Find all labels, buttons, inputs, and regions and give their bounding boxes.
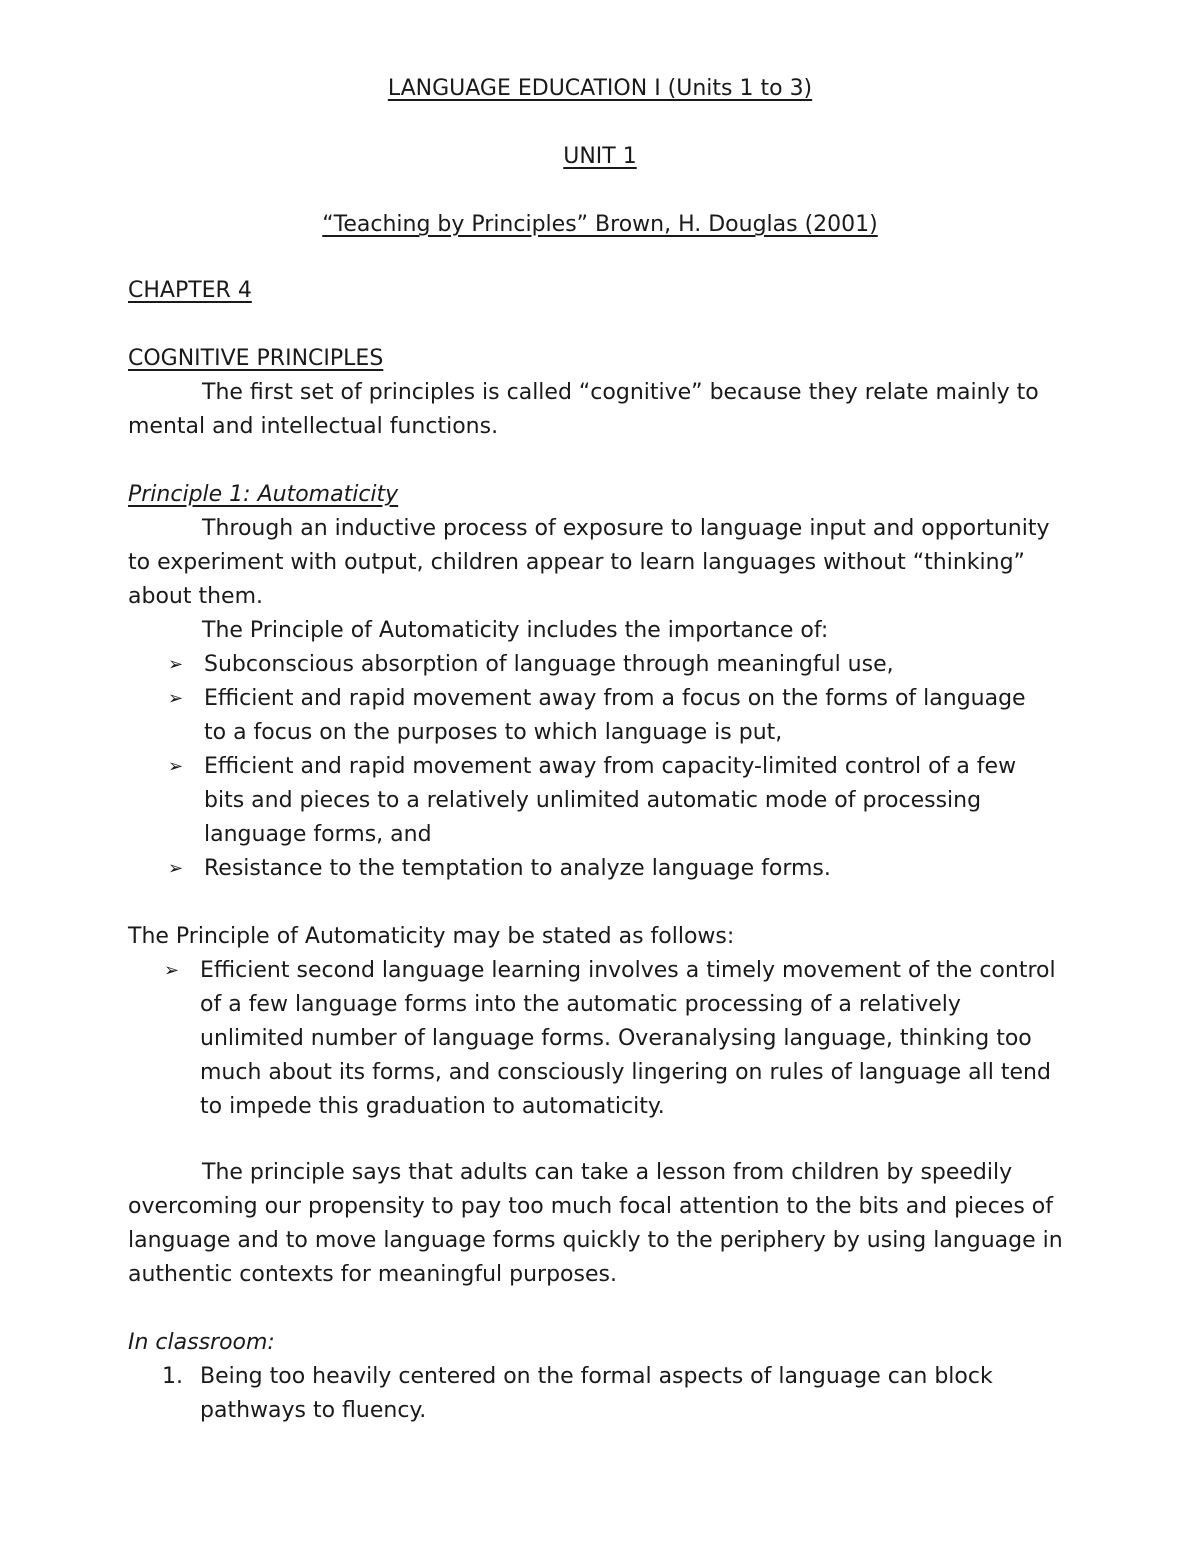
includes-line: The Principle of Automaticity includes the importance of: bbox=[202, 618, 829, 643]
chapter-heading: CHAPTER 4 bbox=[128, 278, 252, 303]
bullet-line: Efficient and rapid movement away from capacity-limited control of a few bbox=[204, 754, 1017, 779]
section-heading: COGNITIVE PRINCIPLES bbox=[128, 346, 384, 371]
list-number: 1. bbox=[162, 1364, 183, 1389]
bullet-item bbox=[204, 648, 1070, 682]
arrow-bullet-icon: ➢ bbox=[168, 688, 184, 709]
statement-item bbox=[200, 954, 1070, 1124]
document-title: LANGUAGE EDUCATION I (Units 1 to 3) bbox=[387, 76, 813, 101]
stated-line: The Principle of Automaticity may be stated as follows: bbox=[128, 924, 735, 949]
statement-line: much about its forms, and consciously lingering on rules of language all tend bbox=[200, 1060, 1051, 1085]
bullet-line: to a focus on the purposes to which language is put, bbox=[204, 720, 783, 745]
arrow-bullet-icon: ➢ bbox=[168, 654, 184, 675]
principle-says-paragraph bbox=[128, 1156, 1070, 1292]
bullet-item bbox=[204, 852, 1070, 886]
principle-paragraph bbox=[128, 512, 1070, 614]
bullet-line: bits and pieces to a relatively unlimited automatic mode of processing bbox=[204, 788, 982, 813]
statement-line: of a few language forms into the automatic processing of a relatively bbox=[200, 992, 961, 1017]
statement-line: unlimited number of language forms. Overanalysing language, thinking too bbox=[200, 1026, 1032, 1051]
statement-line: Efficient second language learning involves a timely movement of the control bbox=[200, 958, 1056, 983]
classroom-item bbox=[200, 1360, 1070, 1428]
paragraph-line: language and to move language forms quickly to the periphery by using language in bbox=[128, 1228, 1063, 1253]
reference-heading: “Teaching by Principles” Brown, H. Douglas (2001) bbox=[322, 212, 878, 237]
classroom-heading: In classroom: bbox=[128, 1330, 275, 1355]
intro-paragraph bbox=[128, 376, 1070, 444]
bullet-line: Efficient and rapid movement away from a focus on the forms of language bbox=[204, 686, 1026, 711]
intro-line: The first set of principles is called “cognitive” because they relate mainly to bbox=[202, 380, 1039, 405]
bullet-line: Subconscious absorption of language through meaningful use, bbox=[204, 652, 894, 677]
paragraph-line: overcoming our propensity to pay too much focal attention to the bits and pieces of bbox=[128, 1194, 1053, 1219]
principle-line: to experiment with output, children appear to learn languages without “thinking” bbox=[128, 550, 1025, 575]
unit-heading: UNIT 1 bbox=[563, 144, 637, 169]
arrow-bullet-icon: ➢ bbox=[164, 960, 180, 981]
bullet-line: language forms, and bbox=[204, 822, 432, 847]
bullet-item bbox=[204, 682, 1070, 750]
arrow-bullet-icon: ➢ bbox=[168, 756, 184, 777]
classroom-line: Being too heavily centered on the formal aspects of language can block bbox=[200, 1364, 993, 1389]
classroom-line: pathways to fluency. bbox=[200, 1398, 427, 1423]
principle-line: about them. bbox=[128, 584, 263, 609]
intro-line: mental and intellectual functions. bbox=[128, 414, 499, 439]
paragraph-line: The principle says that adults can take a lesson from children by speedily bbox=[202, 1160, 1013, 1185]
paragraph-line: authentic contexts for meaningful purposes. bbox=[128, 1262, 617, 1287]
bullet-line: Resistance to the temptation to analyze language forms. bbox=[204, 856, 831, 881]
principle-heading: Principle 1: Automaticity bbox=[128, 482, 399, 507]
arrow-bullet-icon: ➢ bbox=[168, 858, 184, 879]
principle-line: Through an inductive process of exposure to language input and opportunity bbox=[202, 516, 1050, 541]
statement-line: to impede this graduation to automaticity. bbox=[200, 1094, 665, 1119]
bullet-item bbox=[204, 750, 1070, 852]
